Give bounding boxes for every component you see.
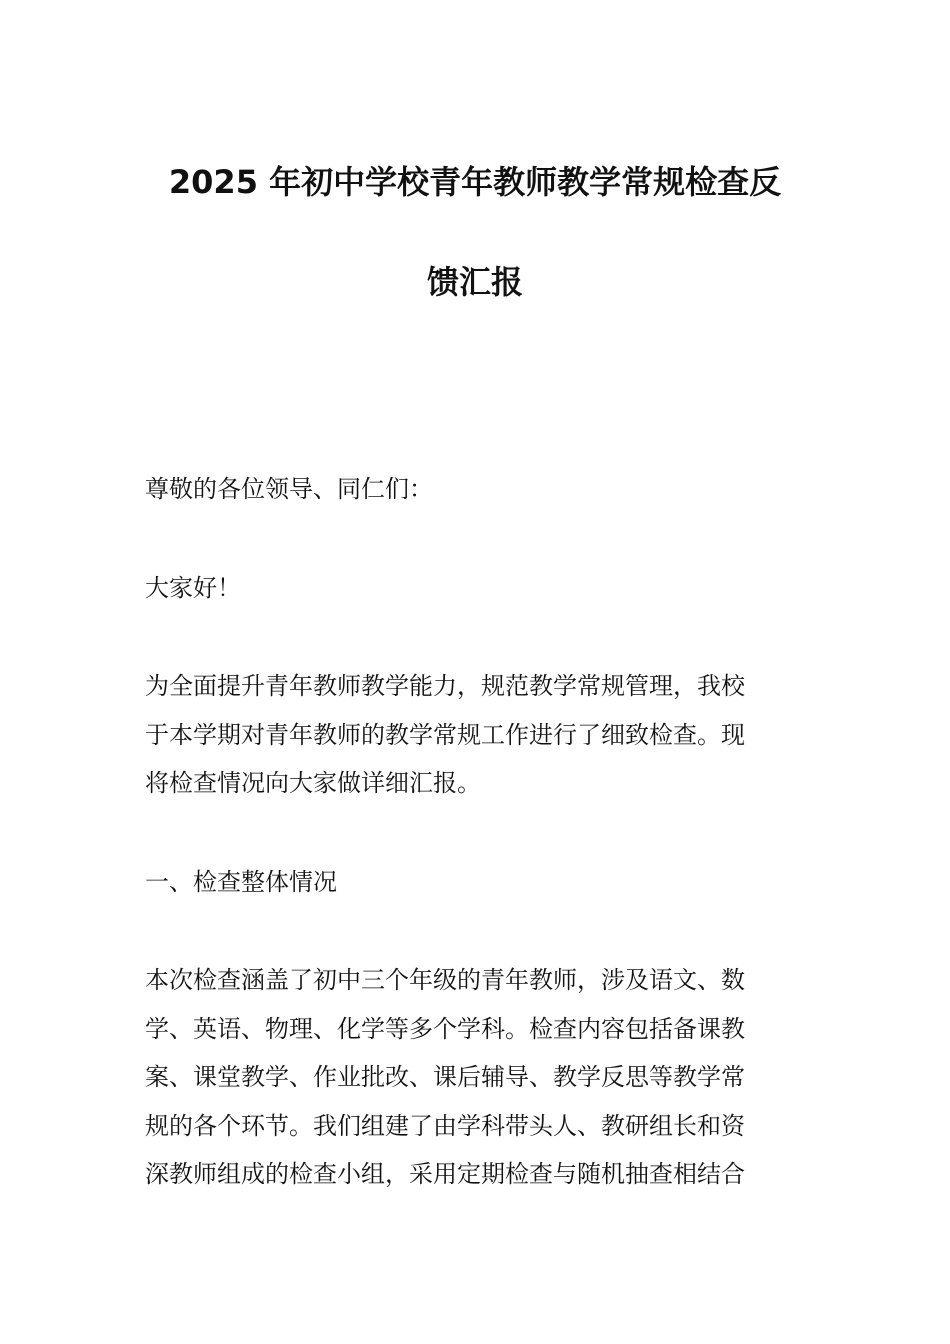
section-line: 案、课堂教学、作业批改、课后辅导、教学反思等教学常 xyxy=(145,1063,745,1091)
section-line: 规的各个环节。我们组建了由学科带头人、教研组长和资 xyxy=(145,1111,745,1140)
section-line: 学、英语、物理、化学等多个学科。检查内容包括备课教 xyxy=(145,1014,745,1043)
title-line-2: 馈汇报 xyxy=(426,263,523,301)
section-paragraph xyxy=(145,956,805,1199)
section-heading: 一、检查整体情况 xyxy=(145,867,337,896)
document-title xyxy=(145,132,805,332)
intro-line: 将检查情况向大家做详细汇报。 xyxy=(145,769,481,797)
document-body xyxy=(145,465,805,1199)
intro-paragraph xyxy=(145,662,805,808)
paragraph-gap xyxy=(145,612,805,662)
paragraph-gap xyxy=(145,906,805,956)
intro-line: 于本学期对青年教师的教学常规工作进行了细致检查。现 xyxy=(145,720,745,749)
title-line-1: 2025 年初中学校青年教师教学常规检查反 xyxy=(168,163,782,201)
section-line: 本次检查涵盖了初中三个年级的青年教师，涉及语文、数 xyxy=(145,966,745,994)
section-line: 深教师组成的检查小组，采用定期检查与随机抽查相结合 xyxy=(145,1160,745,1188)
salutation: 尊敬的各位领导、同仁们： xyxy=(145,475,433,503)
greeting: 大家好！ xyxy=(145,573,241,602)
intro-line: 为全面提升青年教师教学能力，规范教学常规管理，我校 xyxy=(145,672,745,700)
paragraph-gap xyxy=(145,808,805,858)
paragraph-gap xyxy=(145,514,805,564)
